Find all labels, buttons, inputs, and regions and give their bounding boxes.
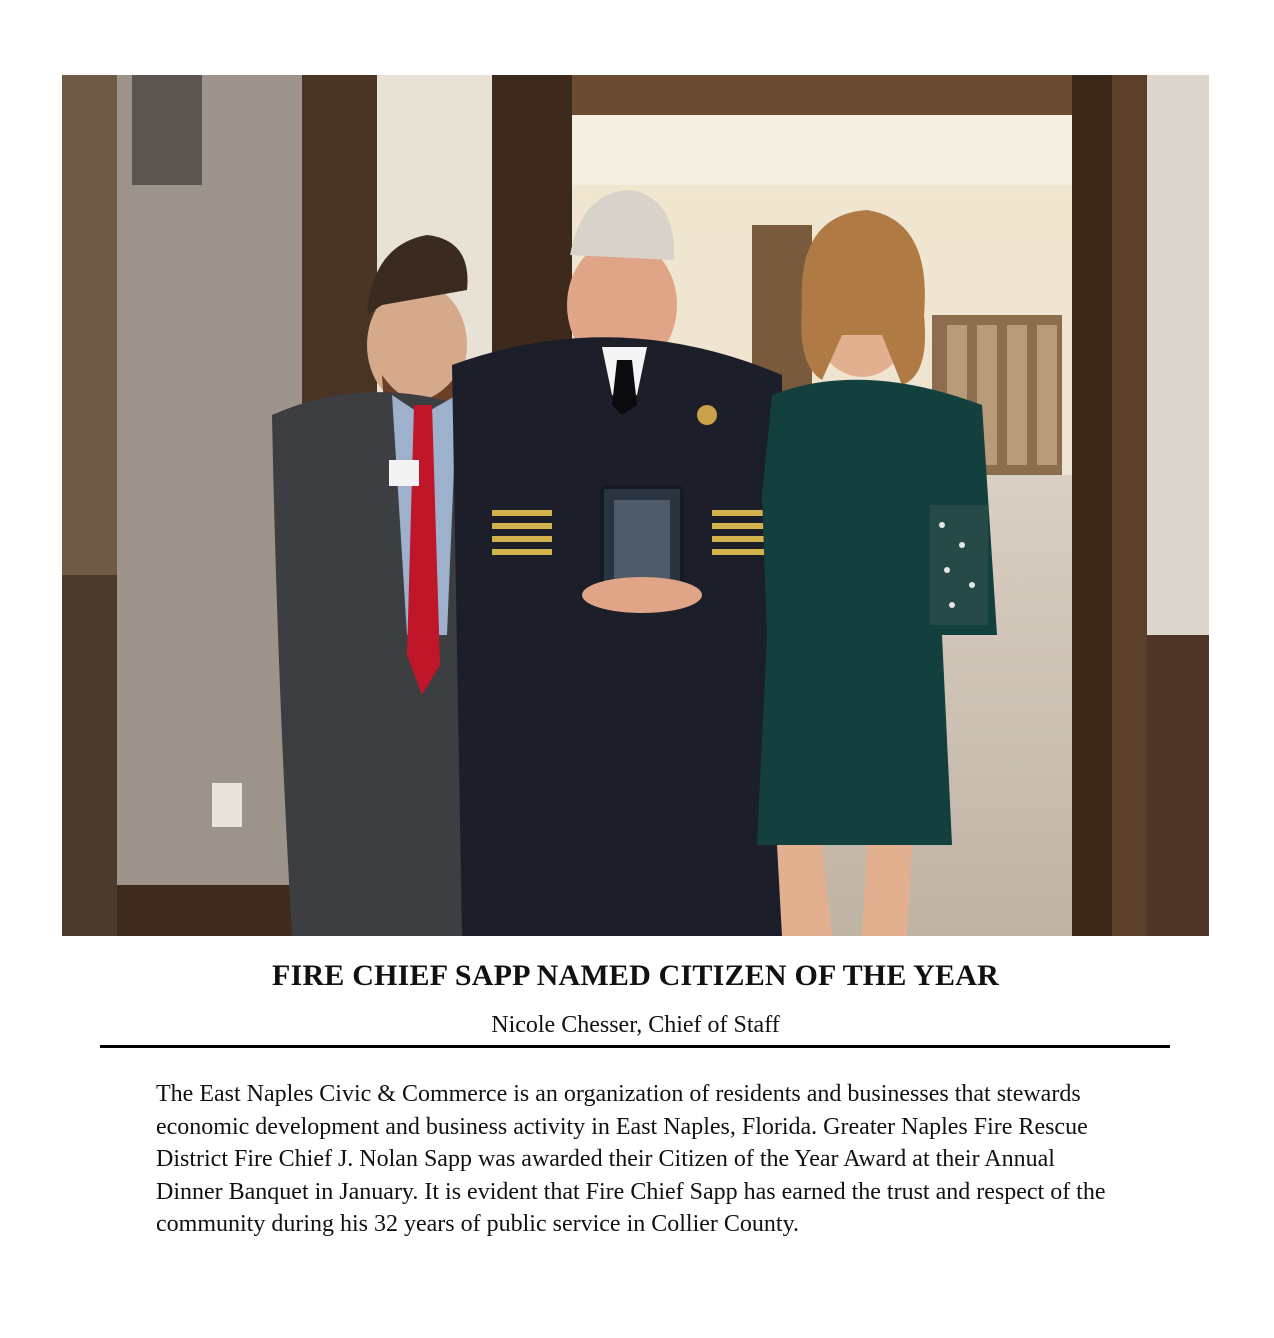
headline-divider [100,1045,1170,1048]
article-byline: Nicole Chesser, Chief of Staff [491,1012,780,1038]
article-headline: FIRE CHIEF SAPP NAMED CITIZEN OF THE YEAR [272,959,999,992]
award-photo [62,75,1209,936]
article-body: The East Naples Civic & Commerce is an organization of residents and businesses that stewards economic development and business activity in East Naples, Florida. Greater Naples Fire Rescue District Fire Chief J. Nolan Sapp was awarded their Citizen of the Year Award at their Annual Dinner Banquet in January. It is evident that Fire Chief Sapp has earned the trust and respect of the community during his 32 years of public service in Collier County. [156,1081,1106,1238]
award-photo-illustration [62,75,1209,936]
